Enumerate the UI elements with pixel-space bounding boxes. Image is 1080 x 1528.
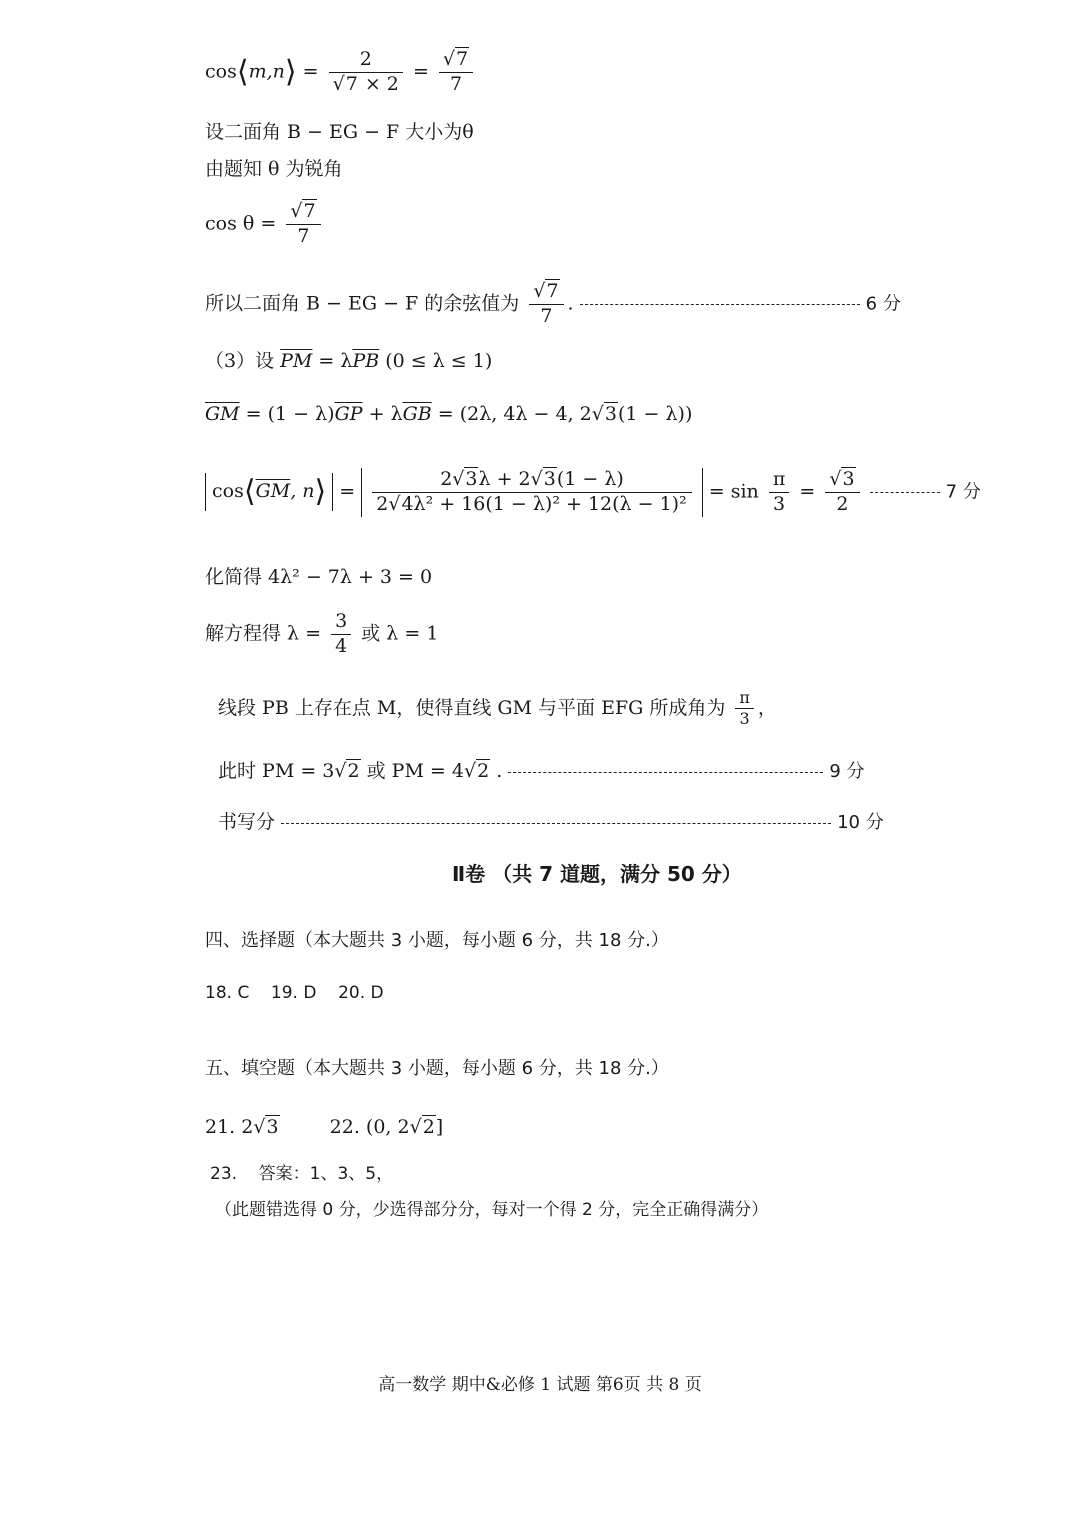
cos-mn-equation: cos⟨m,n⟩ = $\frac{2}{√7 \times 2}$ = $\frac{√7}{7}$ xyxy=(205,48,477,97)
score-6: 6 分 xyxy=(865,293,901,315)
score-7: 7 分 xyxy=(945,481,981,503)
part3-setup: （3）设 $\overline{PM} = \lambda\overline{PB}$ (0 ≤ λ ≤ 1) xyxy=(205,350,493,372)
score-9: 9 分 xyxy=(829,761,865,782)
solve-equation: 解方程得 λ = $\frac{3}{4}$ 或 λ = 1 xyxy=(205,610,439,657)
cos-theta-equation: cos θ = $\frac{√7}{7}$ xyxy=(205,200,325,249)
q4-heading: 四、选择题（本大题共 3 小题，每小题 6 分，共 18 分.） xyxy=(205,930,669,951)
q23-answer: 23. 答案：1、3、5， xyxy=(210,1164,394,1184)
acute-angle-note: 由题知 θ 为锐角 xyxy=(205,158,343,180)
dihedral-angle-def: 设二面角 B − EG − F 大小为θ xyxy=(205,121,474,143)
fraction-root7-over-7: $\frac{√7}{7}$ xyxy=(439,48,473,97)
dihedral-cosine-conclusion: 所以二面角 B − EG − F 的余弦值为 $\frac{√7}{7}$ . 6 分 xyxy=(205,280,901,327)
pm-values: 此时 PM = 3√2 或 PM = 4√2 . 9 分 xyxy=(218,760,865,782)
score-leader-7 xyxy=(870,492,940,493)
gm-vector-equation: $\overline{GM} = (1 - \lambda)\overline{GP} + \lambda\overline{GB} = (2\lambda$, 4λ − 4, 2√3(1 − λ)) xyxy=(205,403,693,425)
score-10: 10 分 xyxy=(837,812,884,833)
q21-q22-answers: 21. 2√3 22. (0, 2√2] xyxy=(205,1116,444,1138)
fraction-2-over-root7x2: $\frac{2}{√7 \times 2}$ xyxy=(329,48,403,97)
q5-heading: 五、填空题（本大题共 3 小题，每小题 6 分，共 18 分.） xyxy=(205,1058,669,1079)
score-leader-10 xyxy=(281,823,831,824)
page-footer: 高一数学 期中&必修 1 试题 第6页 共 8 页 xyxy=(378,1375,702,1395)
q4-answers: 18. C 19. D 20. D xyxy=(205,983,384,1003)
simplified-equation: 化简得 4λ² − 7λ + 3 = 0 xyxy=(205,566,433,588)
mn-vectors: m,n xyxy=(248,60,285,83)
score-leader-6 xyxy=(580,304,860,305)
q23-scoring-note: （此题错选得 0 分，少选得部分分，每对一个得 2 分，完全正确得满分） xyxy=(215,1200,769,1220)
existence-conclusion: 线段 PB 上存在点 M，使得直线 GM 与平面 EFG 所成角为 $\frac{\pi}{3}$ ， xyxy=(218,688,777,729)
score-leader-9 xyxy=(508,772,823,773)
cos-label: cos xyxy=(205,60,237,83)
section2-title: Ⅱ卷 （共 7 道题，满分 50 分） xyxy=(452,862,742,886)
writing-score-line: 书写分 10 分 xyxy=(218,811,884,833)
cos-gm-n-equation: $\cos⟨\overline{GM}$, n⟩ = $\frac{2√3\lambda + 2√3(1 - \lambda)}{\text{2√4λ² + 16(1 − λ)² + 12(λ − 1)²}}$ = sin $\frac{\pi}{3}$ = $\frac{√3}{2}$ 7 分 xyxy=(205,468,981,517)
